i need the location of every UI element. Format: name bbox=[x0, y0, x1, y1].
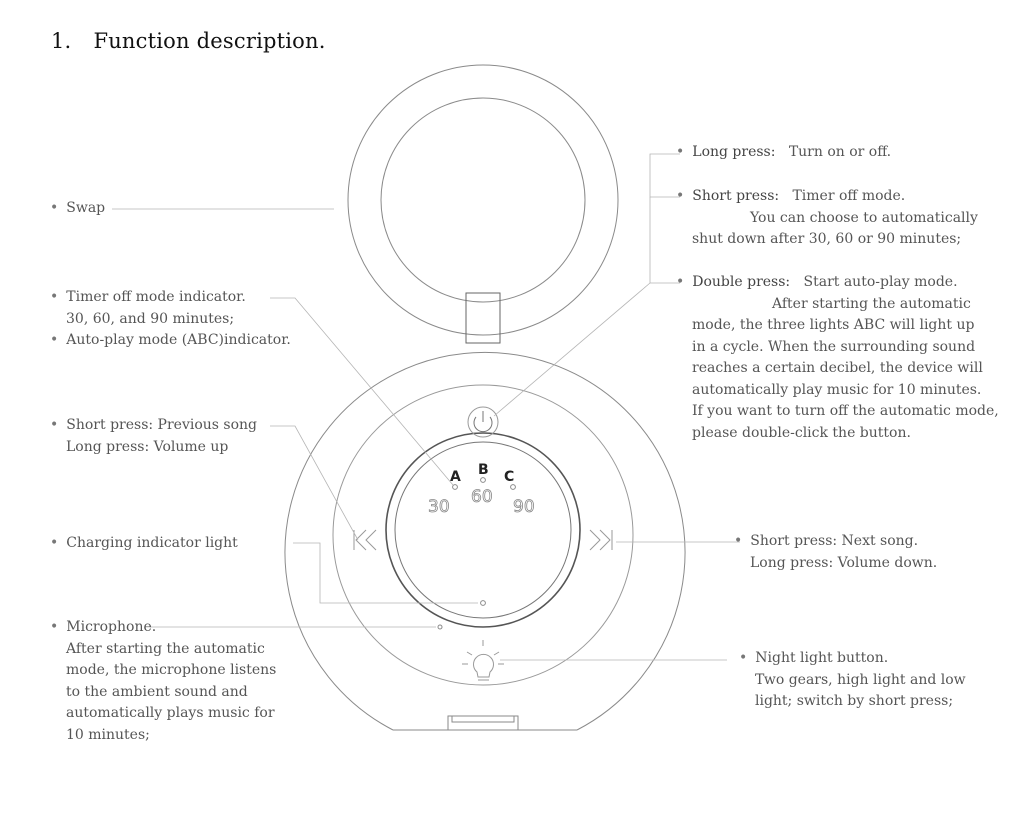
indicator-dot-b bbox=[481, 478, 486, 483]
leader-double bbox=[494, 283, 650, 416]
leader-prev bbox=[270, 426, 358, 540]
indicator-dot-a bbox=[453, 485, 458, 490]
letter-b: B bbox=[478, 462, 489, 478]
label-night-light: • Night light button. Two gears, high light and low light; switch by short press; bbox=[739, 650, 966, 709]
timer-30: 30 bbox=[428, 497, 450, 517]
label-charging: • Charging indicator light bbox=[50, 535, 238, 551]
leader-timer bbox=[270, 298, 453, 485]
night-light-icon bbox=[462, 640, 504, 680]
charging-port bbox=[448, 716, 518, 730]
ring-outer bbox=[348, 65, 618, 335]
label-long-press: • Long press: Turn on or off. bbox=[676, 144, 892, 160]
device-body bbox=[285, 352, 685, 730]
timer-90: 90 bbox=[513, 497, 535, 517]
indicator-dot-c bbox=[511, 485, 516, 490]
title-number: 1. bbox=[51, 29, 72, 53]
label-previous-song: • Short press: Previous song Long press: Volume up bbox=[50, 417, 258, 455]
title-text: Function description. bbox=[93, 29, 326, 53]
label-next-song: • Short press: Next song. Long press: Volume down. bbox=[734, 533, 938, 571]
letter-a: A bbox=[450, 469, 461, 485]
charging-light-dot bbox=[481, 601, 486, 606]
timer-60: 60 bbox=[471, 487, 493, 507]
next-icon bbox=[590, 530, 612, 550]
letter-c: C bbox=[504, 469, 515, 485]
leader-charging bbox=[293, 543, 478, 603]
microphone-dot bbox=[438, 625, 442, 629]
label-double-press: • Double press: Start auto-play mode. After starting the automatic mode, the three lights ABC will light up in a cycle. When the surrounding sound reaches a certain decibel, the device will automatically play music for 10 minutes. If you want to turn off the automatic mode, please double-click the button. bbox=[676, 274, 999, 441]
label-short-press: • Short press: Timer off mode. You can choose to automatically shut down after 30, 60 or 90 minutes; bbox=[676, 188, 978, 247]
label-timer-indicator: • Timer off mode indicator. 30, 60, and 90 minutes; • Auto-play mode (ABC)indicator. bbox=[50, 289, 291, 348]
power-icon bbox=[474, 411, 492, 432]
ring-inner bbox=[381, 98, 585, 302]
previous-icon bbox=[354, 530, 376, 550]
label-microphone: • Microphone. After starting the automatic mode, the microphone listens to the ambient sound and automatically plays music for 10 minutes; bbox=[50, 619, 277, 743]
label-swap: • Swap bbox=[50, 200, 106, 216]
